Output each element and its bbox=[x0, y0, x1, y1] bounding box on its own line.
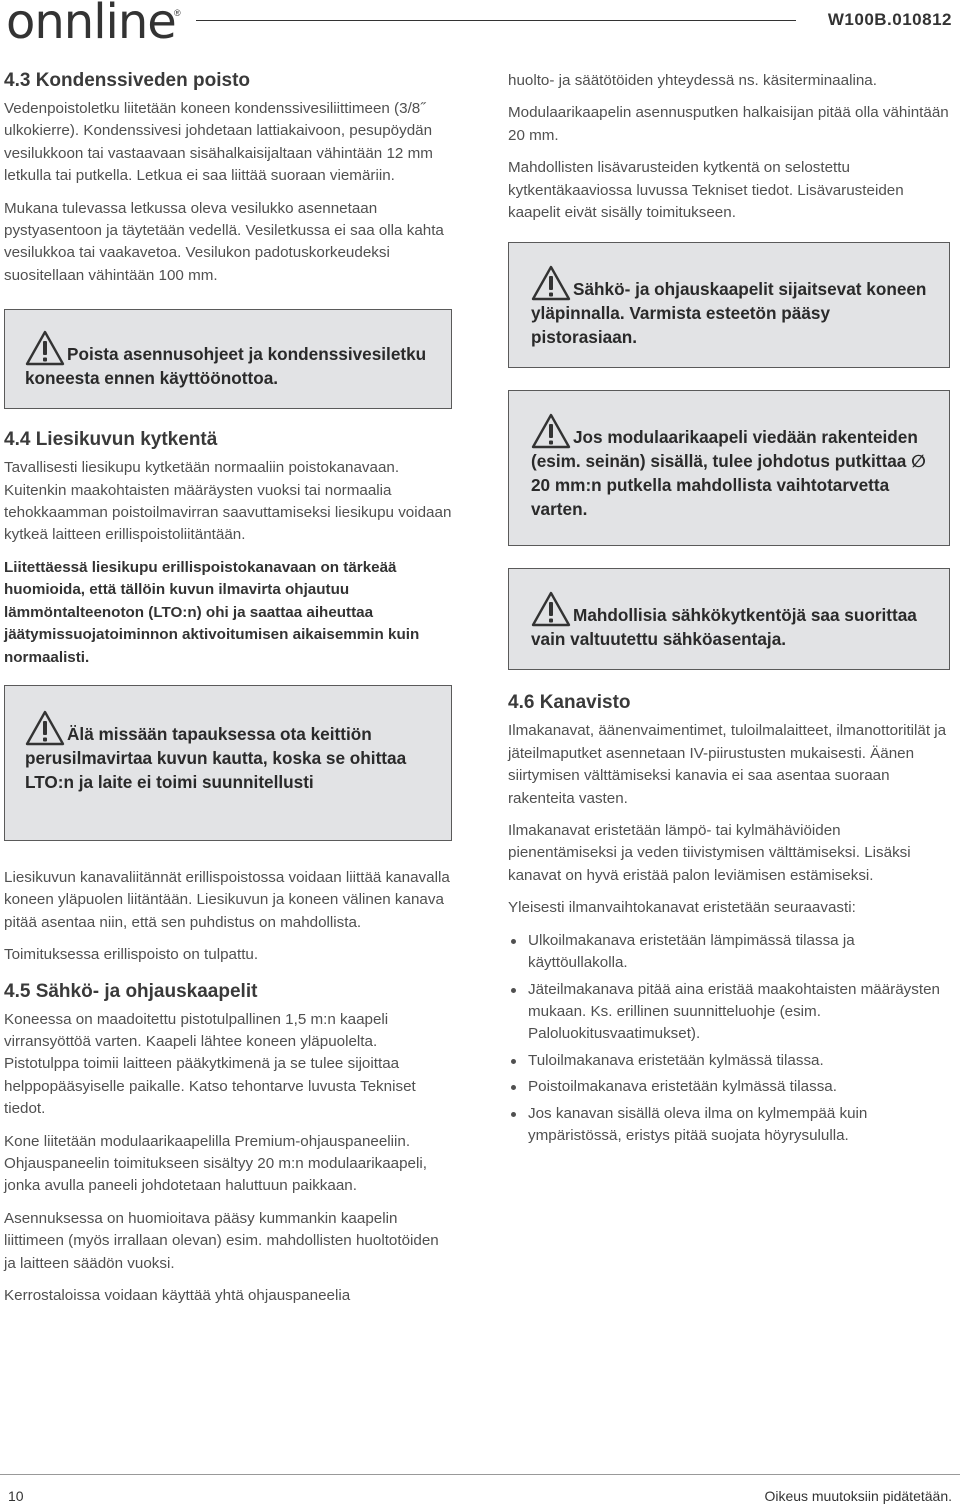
registered-mark: ® bbox=[174, 8, 181, 18]
page-number: 10 bbox=[8, 1488, 24, 1504]
warning-box bbox=[508, 390, 950, 546]
section-heading-4-3: 4.3 Kondenssiveden poisto bbox=[4, 70, 250, 91]
page-header bbox=[0, 0, 960, 56]
warning-icon bbox=[25, 710, 65, 746]
left-column bbox=[4, 70, 452, 1317]
right-column bbox=[508, 70, 950, 1157]
document-code: W100B.010812 bbox=[827, 10, 952, 29]
paragraph: Tavallisesti liesikupu kytketään normaaliin poistokanavaan. Kuitenkin maakohtaisten määräysten vuoksi tai normaalia tehokkaamman poistoilmavirran saavuttamiseksi liesikupu voidaan kytkeä laitteen erillispoistoliitäntään. bbox=[4, 459, 452, 544]
paragraph: Ilmakanavat, äänenvaimentimet, tuloilmalaitteet, ilmanottoritilät ja jäteilmaputket asennetaan IV-piirustusten mukaisesti. Äänen siirtymisen välttämiseksi kanavia ei saa asentaa suoraan rakenteita vasten. bbox=[508, 722, 947, 807]
warning-icon bbox=[531, 591, 571, 627]
warning-box bbox=[508, 242, 950, 368]
header-rule bbox=[196, 20, 796, 21]
warning-box bbox=[4, 685, 452, 841]
paragraph: Koneessa on maadoitettu pistotulpallinen 1,5 m:n kaapeli virransyöttöä varten. Kaapeli lähtee koneen yläpuolelta. Pistotulppa toimii laitteen pääkytkimenä ja se tulee sijoittaa helppopääsyiselle paikalle. Katso tehontarve luvusta Tekniset tiedot. bbox=[4, 1010, 416, 1118]
list-item: Ulkoilmakanava eristetään lämpimässä tilassa ja käyttöullakolla. bbox=[508, 930, 950, 975]
warning-icon bbox=[531, 265, 571, 301]
warning-text: Mahdollisia sähkökytkentöjä saa suorittaa vain valtuutettu sähköasentaja. bbox=[531, 605, 917, 650]
bullet-list bbox=[508, 930, 950, 1148]
paragraph: Liesikuvun kanavaliitännät erillispoistossa voidaan liittää kanavalla koneen yläpuolen liitäntään. Liesikuvun ja koneen välinen kanava pitää asentaa niin, että sen puhdistus on mahdollista. bbox=[4, 868, 450, 931]
list-item: Jos kanavan sisällä oleva ilma on kylmempää kuin ympäristössä, eristys pitää suojata höyrysululla. bbox=[508, 1103, 950, 1148]
paragraph: Kerrostaloissa voidaan käyttää yhtä ohjauspaneelia bbox=[4, 1287, 351, 1304]
list-item: Jäteilmakanava pitää aina eristää maakohtaisten määräysten mukaan. Ks. erillinen suunnitteluohje (esim. Paloluokitusvaatimukset). bbox=[508, 979, 950, 1046]
footer-rule bbox=[0, 1474, 960, 1475]
section-heading-4-4: 4.4 Liesikuvun kytkentä bbox=[4, 429, 218, 451]
footer-note: Oikeus muutoksiin pidätetään. bbox=[764, 1488, 952, 1504]
paragraph: Asennuksessa on huomioitava pääsy kummankin kaapelin liittimeen (myös irrallaan olevan) esim. mahdollisten huoltotöiden ja laitteen säädön vuoksi. bbox=[4, 1209, 439, 1272]
section-heading-4-6: 4.6 Kanavisto bbox=[508, 692, 631, 714]
list-item: Poistoilmakanava eristetään kylmässä tilassa. bbox=[508, 1076, 950, 1098]
paragraph: Mukana tulevassa letkussa oleva vesilukko asennetaan pystyasentoon ja täytetään vedellä. Vesiletkussa ei saa olla kahta vesilukkoa tai vaakavetoa. Vesilukon padotuskorkeudeksi suositellaan vähintään 100 mm. bbox=[4, 199, 444, 284]
paragraph: Vedenpoistoletku liitetään koneen kondenssivesiliittimeen (3/8˝ ulkokierre). Kondenssivesi johdetaan lattiakaivoon, pesupöydän vesilukkoon tai vastaavaan sisähalkaisijaltaan vähintään 12 mm letkulla tai putkella. Letkua ei saa liittää suoraan viemäriin. bbox=[4, 100, 433, 185]
warning-text: Poista asennusohjeet ja kondenssivesiletku koneesta ennen käyttöönottoa. bbox=[25, 344, 427, 389]
section-heading-4-5: 4.5 Sähkö- ja ohjauskaapelit bbox=[4, 980, 258, 1002]
warning-text: Sähkö- ja ohjauskaapelit sijaitsevat koneen yläpinnalla. Varmista esteetön pääsy pistorasiaan. bbox=[531, 279, 927, 348]
brand-logo: onnline bbox=[6, 0, 176, 50]
paragraph: Kone liitetään modulaarikaapelilla Premium-ohjauspaneeliin. Ohjauspaneelin toimitukseen sisältyy 20 m:n modulaarikaapeli, jonka avulla paneeli johdotetaan haluttuun paikkaan. bbox=[4, 1132, 427, 1195]
paragraph: Toimituksessa erillispoisto on tulpattu. bbox=[4, 946, 259, 964]
paragraph: Ilmakanavat eristetään lämpö- tai kylmähäviöiden pienentämiseksi ja veden tiivistymisen välttämiseksi. Lisäksi kanavat on hyvä eristää palon leviämisen estämiseksi. bbox=[508, 822, 911, 884]
warning-box bbox=[4, 309, 452, 409]
paragraph: huolto- ja säätötöiden yhteydessä ns. käsiterminaalina. bbox=[508, 72, 877, 89]
warning-icon bbox=[25, 330, 65, 366]
paragraph: Modulaarikaapelin asennusputken halkaisijan pitää olla vähintään 20 mm. bbox=[508, 104, 949, 144]
warning-text: Älä missään tapauksessa ota keittiön perusilmavirtaa kuvun kautta, koska se ohittaa LTO:n ja laite ei toimi suunnitellusti bbox=[25, 723, 407, 792]
paragraph: Mahdollisten lisävarusteiden kytkentä on selostettu kytkentäkaaviossa luvussa Tekniset tiedot. Lisävarusteiden kaapelit eivät sisälly toimitukseen. bbox=[508, 159, 904, 222]
paragraph: Yleisesti ilmanvaihtokanavat eristetään seuraavasti: bbox=[508, 899, 856, 917]
warning-icon bbox=[531, 413, 571, 449]
list-item: Tuloilmakanava eristetään kylmässä tilassa. bbox=[508, 1050, 950, 1072]
warning-box bbox=[508, 568, 950, 670]
warning-text: Jos modulaarikaapeli viedään rakenteiden (esim. seinän) sisällä, tulee johdotus putkittaa ∅ 20 mm:n putkella mahdollista vaihtotarvetta varten. bbox=[531, 427, 926, 520]
paragraph-bold: Liitettäessä liesikupu erillispoistokanavaan on tärkeää huomioida, että tällöin kuvun ilmavirta ohjautuu lämmöntalteenoton (LTO:n) ohi ja saattaa aiheuttaa jäätymissuojatoiminnon aktivoitumisen aikaisemmin kuin normaalisti. bbox=[4, 558, 420, 666]
